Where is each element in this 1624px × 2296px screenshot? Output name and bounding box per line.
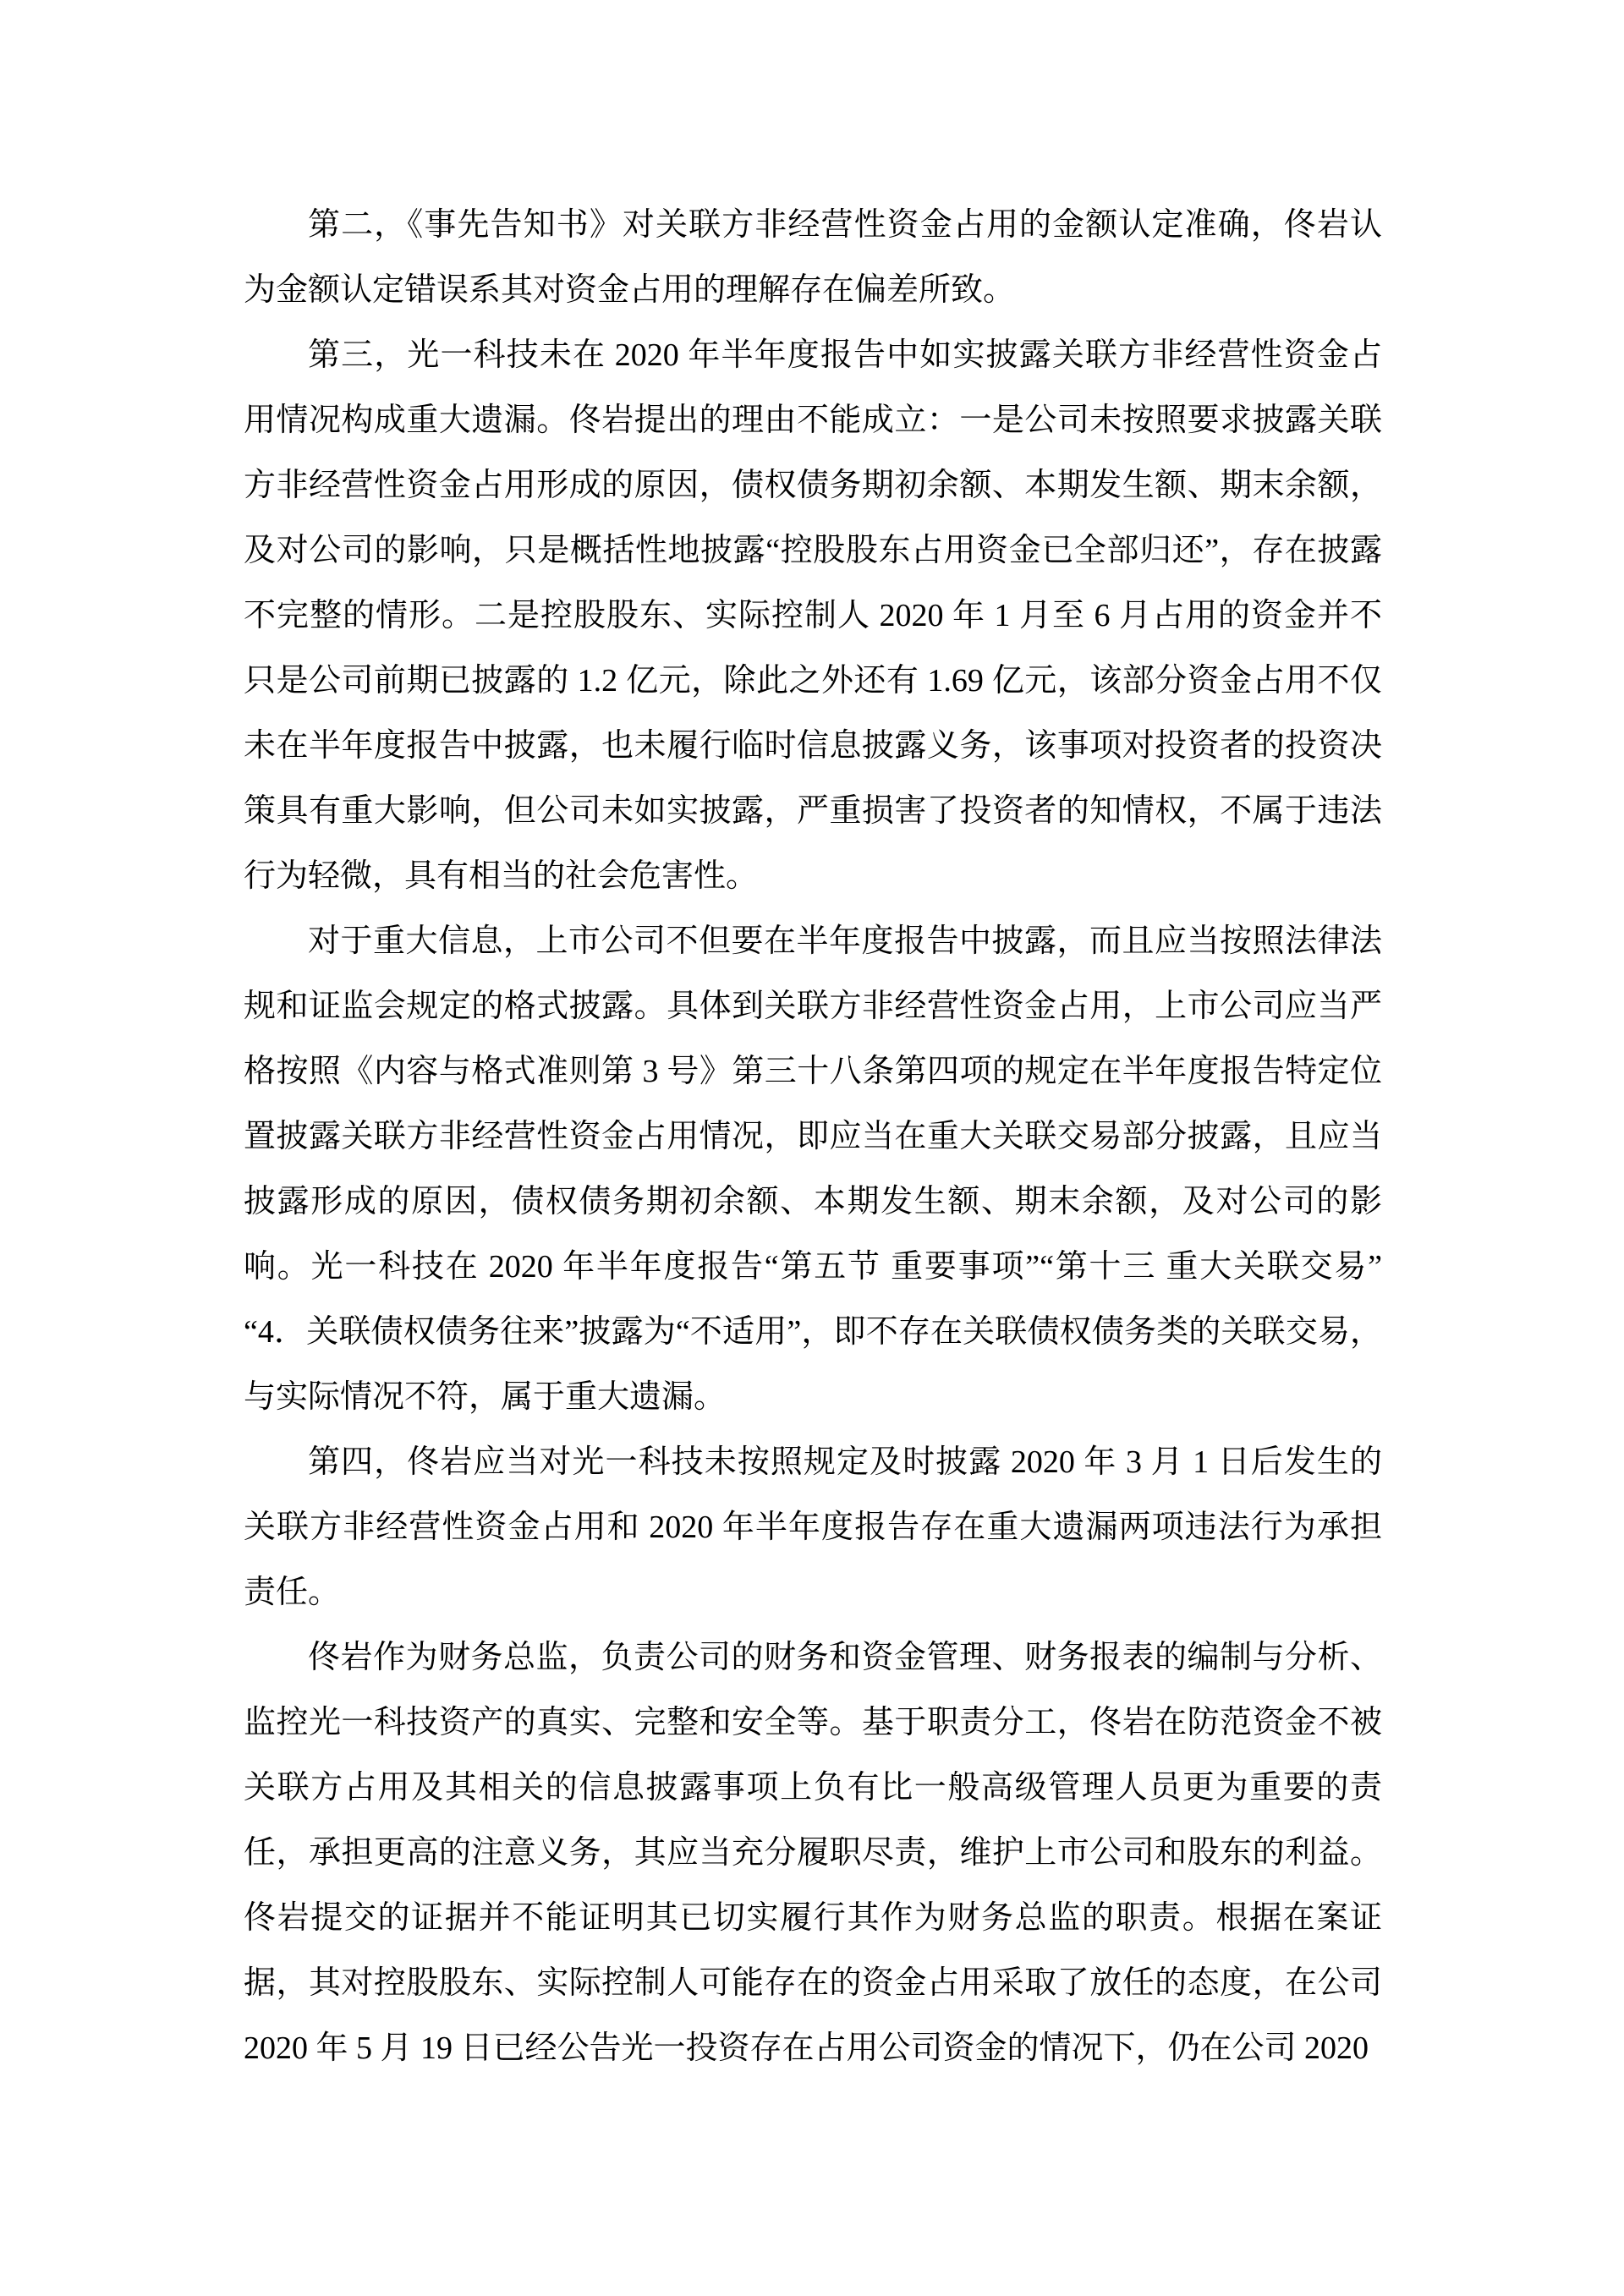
paragraph-1: 第二，《事先告知书》对关联方非经营性资金占用的金额认定准确，佟岩认为金额认定错误系其对资金占用的理解存在偏差所致。 — [244, 207, 1382, 308]
paragraph-4: 第四，佟岩应当对光一科技未按照规定及时披露 2020 年 3 月 1 日后发生的关联方非经营性资金占用和 2020 年半年度报告存在重大遗漏两项违法行为承担责任。 — [244, 1444, 1382, 1610]
document-body — [244, 193, 1382, 2081]
paragraph-2: 第三，光一科技未在 2020 年半年度报告中如实披露关联方非经营性资金占用情况构成重大遗漏。佟岩提出的理由不能成立：一是公司未按照要求披露关联方非经营性资金占用形成的原因，债权债务期初余额、本期发生额、期末余额，及对公司的影响，只是概括性地披露“控股股东占用资金已全部归还”，存在披露不完整的情形。二是控股股东、实际控制人 2020 年 1 月至 6 月占用的资金并不只是公司前期已披露的 1.2 亿元，除此之外还有 1.69 亿元，该部分资金占用不仅未在半年度报告中披露，也未履行临时信息披露义务，该事项对投资者的投资决策具有重大影响，但公司未如实披露，严重损害了投资者的知情权，不属于违法行为轻微，具有相当的社会危害性。 — [244, 337, 1382, 894]
paragraph-3: 对于重大信息，上市公司不但要在半年度报告中披露，而且应当按照法律法规和证监会规定的格式披露。具体到关联方非经营性资金占用，上市公司应当严格按照《内容与格式准则第 3 号》第三十八条第四项的规定在半年度报告特定位置披露关联方非经营性资金占用情况，即应当在重大关联交易部分披露，且应当披露形成的原因，债权债务期初余额、本期发生额、期末余额，及对公司的影响。光一科技在 2020 年半年度报告“第五节 重要事项”“第十三 重大关联交易”“4．关联债权债务往来”披露为“不适用”，即不存在关联债权债务类的关联交易，与实际情况不符，属于重大遗漏。 — [244, 923, 1382, 1415]
paragraph-5: 佟岩作为财务总监，负责公司的财务和资金管理、财务报表的编制与分析、监控光一科技资产的真实、完整和安全等。基于职责分工，佟岩在防范资金不被关联方占用及其相关的信息披露事项上负有比一般高级管理人员更为重要的责任，承担更高的注意义务，其应当充分履职尽责，维护上市公司和股东的利益。佟岩提交的证据并不能证明其已切实履行其作为财务总监的职责。根据在案证据，其对控股股东、实际控制人可能存在的资金占用采取了放任的态度，在公司 2020 年 5 月 19 日已经公告光一投资存在占用公司资金的情况下，仍在公司 2020 — [244, 1640, 1382, 2066]
